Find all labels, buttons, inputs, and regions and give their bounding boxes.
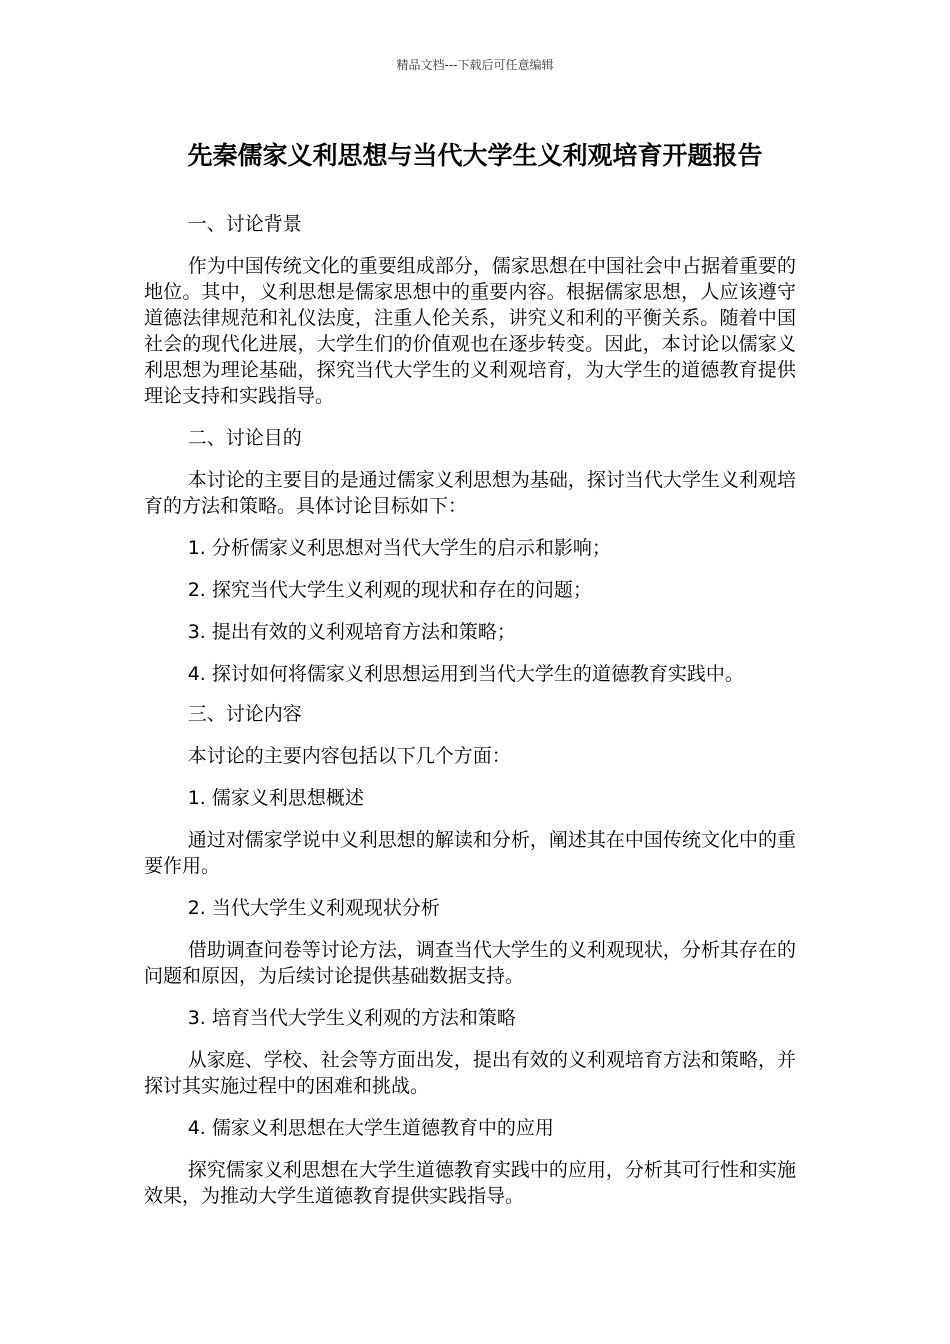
content-paragraph-3: 从家庭、学校、社会等方面出发，提出有效的义利观培育方法和策略，并探讨其实施过程中的困难和挑战。 bbox=[144, 1049, 796, 1097]
purpose-item-4: 4. 探讨如何将儒家义利思想运用到当代大学生的道德教育实践中。 bbox=[187, 663, 744, 685]
paragraph-background: 作为中国传统文化的重要组成部分，儒家思想在中国社会中占据着重要的地位。其中，义利思想是儒家思想中的重要内容。根据儒家思想，人应该遵守道德法律规范和礼仪法度，注重人伦关系，讲究义和利的平衡关系。随着中国社会的现代化进展，大学生们的价值观也在逐步转变。因此，本讨论以儒家义利思想为理论基础，探究当代大学生的义利观培育，为大学生的道德教育提供理论支持和实践指导。 bbox=[144, 255, 796, 407]
header-note: 精品文档---下载后可任意编辑 bbox=[396, 58, 554, 72]
content-subheading-4: 4. 儒家义利思想在大学生道德教育中的应用 bbox=[187, 1117, 554, 1139]
section-heading-background: 一、讨论背景 bbox=[187, 213, 302, 235]
content-subheading-3: 3. 培育当代大学生义利观的方法和策略 bbox=[187, 1007, 516, 1029]
content-subheading-1: 1. 儒家义利思想概述 bbox=[187, 787, 364, 809]
section-heading-purpose: 二、讨论目的 bbox=[187, 427, 302, 449]
document-title: 先秦儒家义利思想与当代大学生义利观培育开题报告 bbox=[187, 141, 763, 170]
paragraph-content-intro: 本讨论的主要内容包括以下几个方面： bbox=[187, 745, 511, 767]
content-paragraph-1: 通过对儒家学说中义利思想的解读和分析，阐述其在中国传统文化中的重要作用。 bbox=[144, 829, 796, 877]
purpose-item-2: 2. 探究当代大学生义利观的现状和存在的问题； bbox=[187, 579, 592, 601]
section-heading-content: 三、讨论内容 bbox=[187, 703, 302, 725]
purpose-item-3: 3. 提出有效的义利观培育方法和策略； bbox=[187, 621, 516, 643]
content-paragraph-2: 借助调查问卷等讨论方法，调查当代大学生的义利观现状，分析其存在的问题和原因，为后续讨论提供基础数据支持。 bbox=[144, 939, 796, 987]
content-paragraph-4: 探究儒家义利思想在大学生道德教育实践中的应用，分析其可行性和实施效果，为推动大学生道德教育提供实践指导。 bbox=[144, 1159, 796, 1207]
document-body bbox=[144, 211, 796, 1209]
purpose-item-1: 1. 分析儒家义利思想对当代大学生的启示和影响； bbox=[187, 537, 611, 559]
paragraph-purpose: 本讨论的主要目的是通过儒家义利思想为基础，探讨当代大学生义利观培育的方法和策略。具体讨论目标如下： bbox=[144, 469, 796, 517]
content-subheading-2: 2. 当代大学生义利观现状分析 bbox=[187, 897, 440, 919]
